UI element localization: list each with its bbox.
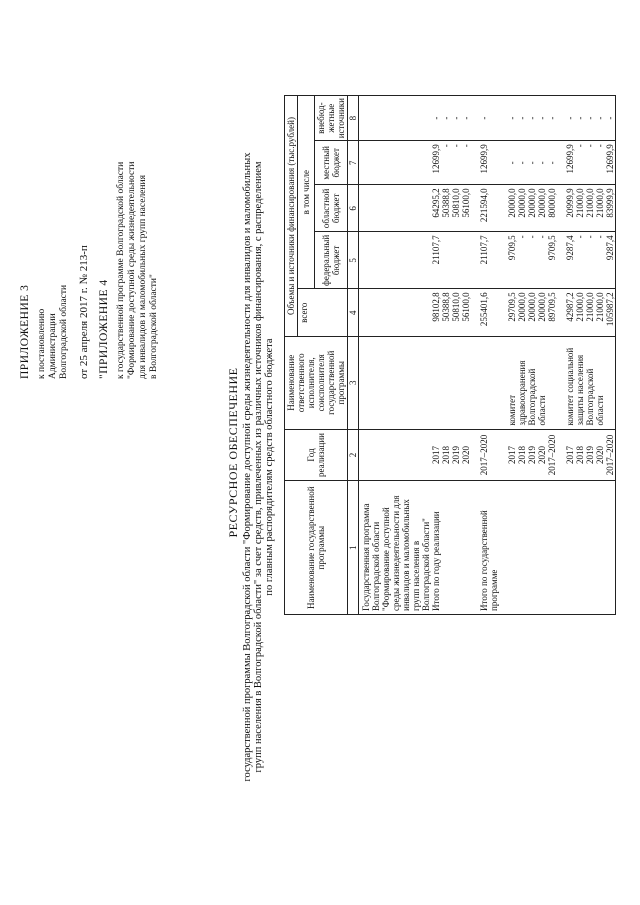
col-number: 5 bbox=[348, 232, 359, 289]
extra-cell: - - - - - bbox=[507, 96, 557, 141]
table-row-program bbox=[359, 96, 432, 615]
resource-table bbox=[284, 95, 616, 615]
local-cell: - - - - - bbox=[507, 141, 557, 185]
header-executor: Наименование ответственного исполнителя, соисполнителя государственной программы bbox=[285, 336, 348, 429]
header-local: местный бюджет bbox=[315, 141, 348, 185]
program-name: Государственная программа Волгоградской области "Формирование доступной среды жизнедеятельности для инвалидов и маломобильных групп населения в Волгоградской области" bbox=[359, 481, 432, 615]
document-subtitle bbox=[242, 97, 275, 837]
col-number: 4 bbox=[348, 289, 359, 337]
sub-appendix-line: для инвалидов и маломобильных групп населения bbox=[138, 175, 148, 379]
extra-cell: - bbox=[479, 96, 499, 141]
header-federal: федеральный бюджет bbox=[315, 232, 348, 289]
total-cell: 29709,5 20000,0 20000,0 20000,0 89709,5 bbox=[507, 289, 557, 337]
header-total: всего bbox=[298, 289, 348, 337]
executor-cell: комитет социальной защиты населения Волгоградской области bbox=[565, 336, 616, 429]
appendix-line: Волгоградской области bbox=[59, 284, 69, 379]
years-cell: 2017 2018 2019 2020 2017–2020 bbox=[565, 429, 616, 481]
subtitle-line: по главным распорядителям средств областного бюджета bbox=[264, 338, 275, 596]
extra-cell: - - - - bbox=[431, 96, 471, 141]
table-row bbox=[507, 96, 557, 615]
sub-appendix-title: "ПРИЛОЖЕНИЕ 4 bbox=[98, 279, 110, 379]
header-including: в том числе bbox=[298, 96, 315, 289]
header-regional: областной бюджет bbox=[315, 185, 348, 232]
local-cell: 12699,9 bbox=[479, 141, 499, 185]
row-label bbox=[507, 481, 557, 615]
col-number: 6 bbox=[348, 185, 359, 232]
regional-cell: 20000,0 20000,0 20000,0 20000,0 80000,0 bbox=[507, 185, 557, 232]
total-cell: 42987,2 21000,0 21000,0 21000,0 105987,2 bbox=[565, 289, 616, 337]
col-number: 1 bbox=[348, 481, 359, 615]
appendix-title: ПРИЛОЖЕНИЕ 3 bbox=[19, 284, 31, 379]
table-row bbox=[479, 96, 499, 615]
appendix-line: к постановлению bbox=[37, 308, 47, 379]
years-cell: 2017–2020 bbox=[479, 429, 499, 481]
col-number: 3 bbox=[348, 336, 359, 429]
regional-cell: 20999,9 21000,0 21000,0 21000,0 83999,9 bbox=[565, 185, 616, 232]
header-program: Наименование государственной программы bbox=[285, 481, 348, 615]
document-title: РЕСУРСНОЕ ОБЕСПЕЧЕНИЕ bbox=[226, 367, 240, 538]
row-label: Итого по государственной программе bbox=[479, 481, 499, 615]
years-cell: 2017 2018 2019 2020 2017–2020 bbox=[507, 429, 557, 481]
federal-cell: 21107,7 bbox=[431, 232, 471, 289]
total-cell: 255401,6 bbox=[479, 289, 499, 337]
federal-cell: 21107,7 bbox=[479, 232, 499, 289]
row-label: Итого по году реализации bbox=[431, 481, 471, 615]
sub-appendix-line: к государственной программе Волгоградской области bbox=[116, 161, 126, 379]
col-number: 7 bbox=[348, 141, 359, 185]
appendix-header bbox=[20, 39, 160, 379]
subtitle-line: групп населения в Волгоградской области" за счет средств, привлеченных из различных источников финансирования, с распределением bbox=[253, 161, 264, 773]
local-cell: 12699,9 - - - 12699,9 bbox=[565, 141, 616, 185]
appendix-line: Администрации bbox=[48, 313, 58, 379]
sub-appendix-line: "Формирование доступной среды жизнедеятельности bbox=[127, 161, 137, 379]
federal-cell: 9287,4 - - - 9287,4 bbox=[565, 232, 616, 289]
col-number: 8 bbox=[348, 96, 359, 141]
extra-cell: - - - - - bbox=[565, 96, 616, 141]
federal-cell: 9709,5 - - - 9709,5 bbox=[507, 232, 557, 289]
regional-cell: 221594,0 bbox=[479, 185, 499, 232]
local-cell: 12699,9 - - - bbox=[431, 141, 471, 185]
table-row bbox=[431, 96, 471, 615]
header-volumes: Объемы и источники финансирования (тыс.рублей) bbox=[285, 96, 298, 337]
sub-appendix-line: в Волгоградской области" bbox=[149, 274, 159, 379]
decree-date: от 25 апреля 2017 г. № 213-п bbox=[78, 245, 90, 379]
years-cell: 2017 2018 2019 2020 bbox=[431, 429, 471, 481]
subtitle-line: государственной программы Волгоградской области "Формирование доступной среды жизнедеятельности для инвалидов и маломобильных bbox=[242, 152, 253, 782]
table-row bbox=[565, 96, 616, 615]
total-cell: 98102,8 50388,8 50810,0 56100,0 bbox=[431, 289, 471, 337]
header-year: Год реализации bbox=[285, 429, 348, 481]
executor-cell bbox=[431, 336, 471, 429]
regional-cell: 64295,2 50388,8 50810,0 56100,0 bbox=[431, 185, 471, 232]
header-extrabudget: внебюд-жетные источники bbox=[315, 96, 348, 141]
col-number: 2 bbox=[348, 429, 359, 481]
executor-cell: комитет здравоохранения Волгоградской области bbox=[507, 336, 557, 429]
row-label bbox=[565, 481, 616, 615]
executor-cell bbox=[479, 336, 499, 429]
